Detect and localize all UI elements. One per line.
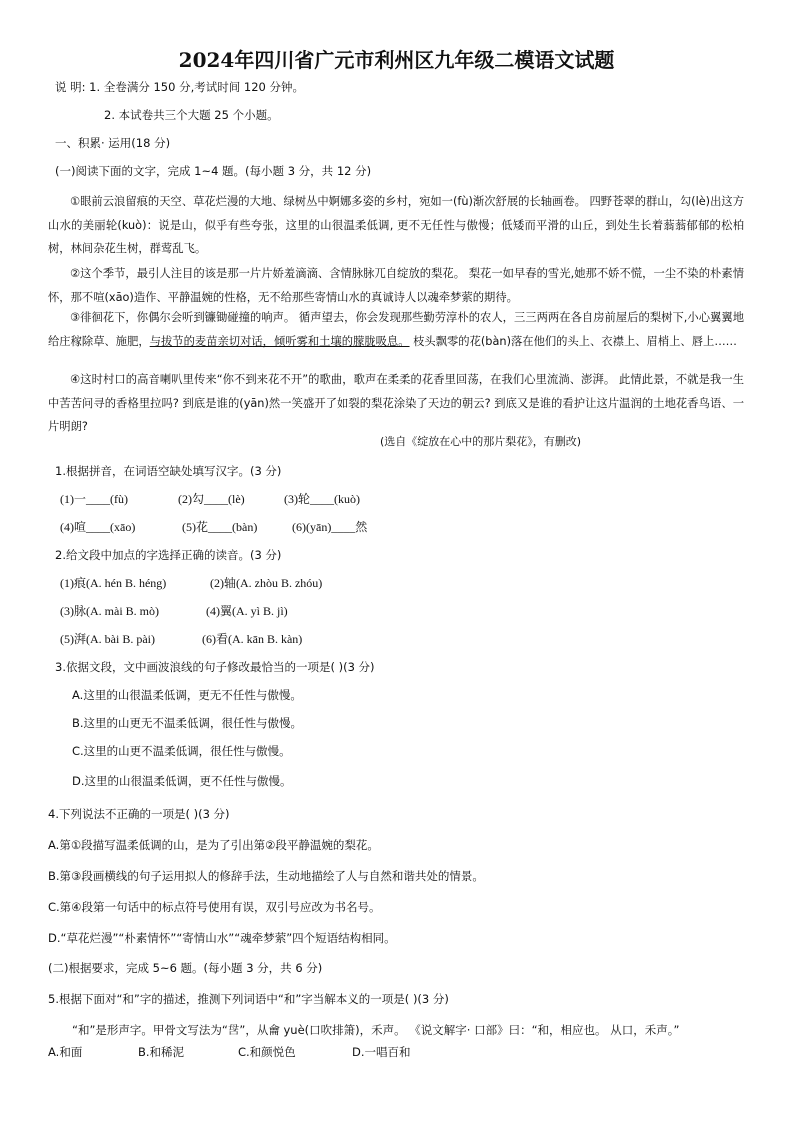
question-2-item: (3)脉(A. mài B. mò) [60,604,159,618]
question-1-item: (3)轮____(kuò) [284,492,360,506]
question-4-option-c: C.第④段第一句话中的标点符号使用有误，双引号应改为书名号。 [48,900,381,914]
question-5-option-c: C.和颜悦色 [238,1045,296,1059]
question-5-option-b: B.和稀泥 [138,1045,185,1059]
question-2-item: (2)轴(A. zhòu B. zhóu) [210,576,323,590]
note-1: 说 明: 1. 全卷满分 150 分,考试时间 120 分钟。 [55,80,304,94]
question-4-stem: 4.下列说法不正确的一项是( )(3 分) [48,807,230,821]
page-title: 2024年四川省广元市利州区九年级二模语文试题 [178,48,615,72]
question-5-description: “和”是形声字。甲骨文写法为“𠰔”，从龠 yuè(口吹排箫)，禾声。 《说文解字· 口部》曰：“和，相应也。 从口，禾声。” [72,1023,680,1037]
question-5-option-a: A.和面 [48,1045,83,1059]
question-2-item: (6)看(A. kān B. kàn) [202,632,303,646]
question-2-stem: 2.给文段中加点的字选择正确的读音。(3 分) [55,548,282,562]
question-1-item: (2)勾____(lè) [178,492,245,506]
question-3-option-d: D.这里的山很温柔低调，更不任性与傲慢。 [72,774,292,788]
part-a-heading: (一)阅读下面的文字，完成 1~4 题。(每小题 3 分，共 12 分) [55,164,372,178]
passage-paragraph-2: ②这个季节，最引人注目的该是那一片片娇羞滴滴、含情脉脉兀自绽放的梨花。 梨花一如早春的雪光,她那不娇不慌，一尘不染的朴素情怀，那不喧(xāo)造作、平静温婉的性格，无不给那些寄情山水的真诚诗人以魂牵梦萦的期待。 [48,267,744,304]
underlined-sentence: 与拔节的麦苗亲切对话，倾听雾和土壤的朦胧吸息。 [149,334,410,348]
question-4-option-d: D.“草花烂漫”“朴素情怀”“寄情山水”“魂牵梦萦”四个短语结构相同。 [48,931,396,945]
question-1-item: (1)一____(fù) [60,492,128,506]
question-1-stem: 1.根据拼音，在词语空缺处填写汉字。(3 分) [55,464,282,478]
question-5-option-d: D.一唱百和 [352,1045,411,1059]
question-1-item: (6)(yān)____然 [292,520,368,534]
part-b-heading: (二)根据要求，完成 5~6 题。(每小题 3 分，共 6 分) [48,961,323,975]
passage-paragraph-1: ①眼前云浪留痕的天空、草花烂漫的大地、绿树丛中婀娜多姿的乡村，宛如一(fù)渐次舒展的长轴画卷。 四野苍翠的群山，勾(lè)出这方山水的美丽轮(kuò)：说是山，似乎有些夸张，这里的山很温柔低调, 更不无任性与傲慢；低矮而平滑的山丘，到处生长着蓊蓊郁郁的松柏树，林间杂花生树，群莺乱飞。 [48,195,744,256]
question-5-stem: 5.根据下面对“和”字的描述，推测下列词语中“和”字当解本义的一项是( )(3 分) [48,992,449,1006]
question-2-item: (5)湃(A. bài B. pài) [60,632,155,646]
question-3-option-c: C.这里的山更不温柔低调，很任性与傲慢。 [72,744,291,758]
question-4-option-a: A.第①段描写温柔低调的山，是为了引出第②段平静温婉的梨花。 [48,838,379,852]
question-3-option-b: B.这里的山更无不温柔低调，很任性与傲慢。 [72,716,303,730]
question-1-item: (5)花____(bàn) [182,520,258,534]
section-heading: 一、积累· 运用(18 分) [55,136,171,150]
question-2-item: (1)痕(A. hén B. héng) [60,576,167,590]
note-2: 2. 本试卷共三个大题 25 个小题。 [104,108,279,122]
passage-source: (选自《绽放在心中的那片梨花》，有删改) [380,435,582,448]
passage-paragraph-3 [48,306,744,353]
passage-paragraph-4: ④这时村口的高音喇叭里传来“你不到来花不开”的歌曲，歌声在柔柔的花香里回荡，在我们心里流淌、澎湃。 此情此景，不就是我一生中苦苦问寻的香格里拉吗? 到底是谁的(yān)然一笑盛开了如裂的梨花涂染了天边的朝云? 到底又是谁的看护让这片温润的土地花香鸟语、一片明朗? [48,373,744,434]
passage-paragraph-3-start: ③徘徊花下，你偶尔会听到镰锄碰撞的响声。 循声望去，你会发现那些勤劳淳朴的农人，三三两两在各自房前屋后的梨树下,小心翼翼地给庄稼除草、施肥， [48,311,744,348]
question-3-option-a: A.这里的山很温柔低调，更无不任性与傲慢。 [72,688,302,702]
question-2-item: (4)翼(A. yì B. jì) [206,604,288,618]
question-4-option-b: B.第③段画横线的句子运用拟人的修辞手法，生动地描绘了人与自然和谐共处的情景。 [48,869,484,883]
passage-paragraph-3-end: 枝头飘零的花(bàn)落在他们的头上、衣襟上、眉梢上、唇上…… [409,334,737,348]
question-1-item: (4)喧____(xāo) [60,520,136,534]
question-3-stem: 3.依据文段，文中画波浪线的句子修改最恰当的一项是( )(3 分) [55,660,375,674]
